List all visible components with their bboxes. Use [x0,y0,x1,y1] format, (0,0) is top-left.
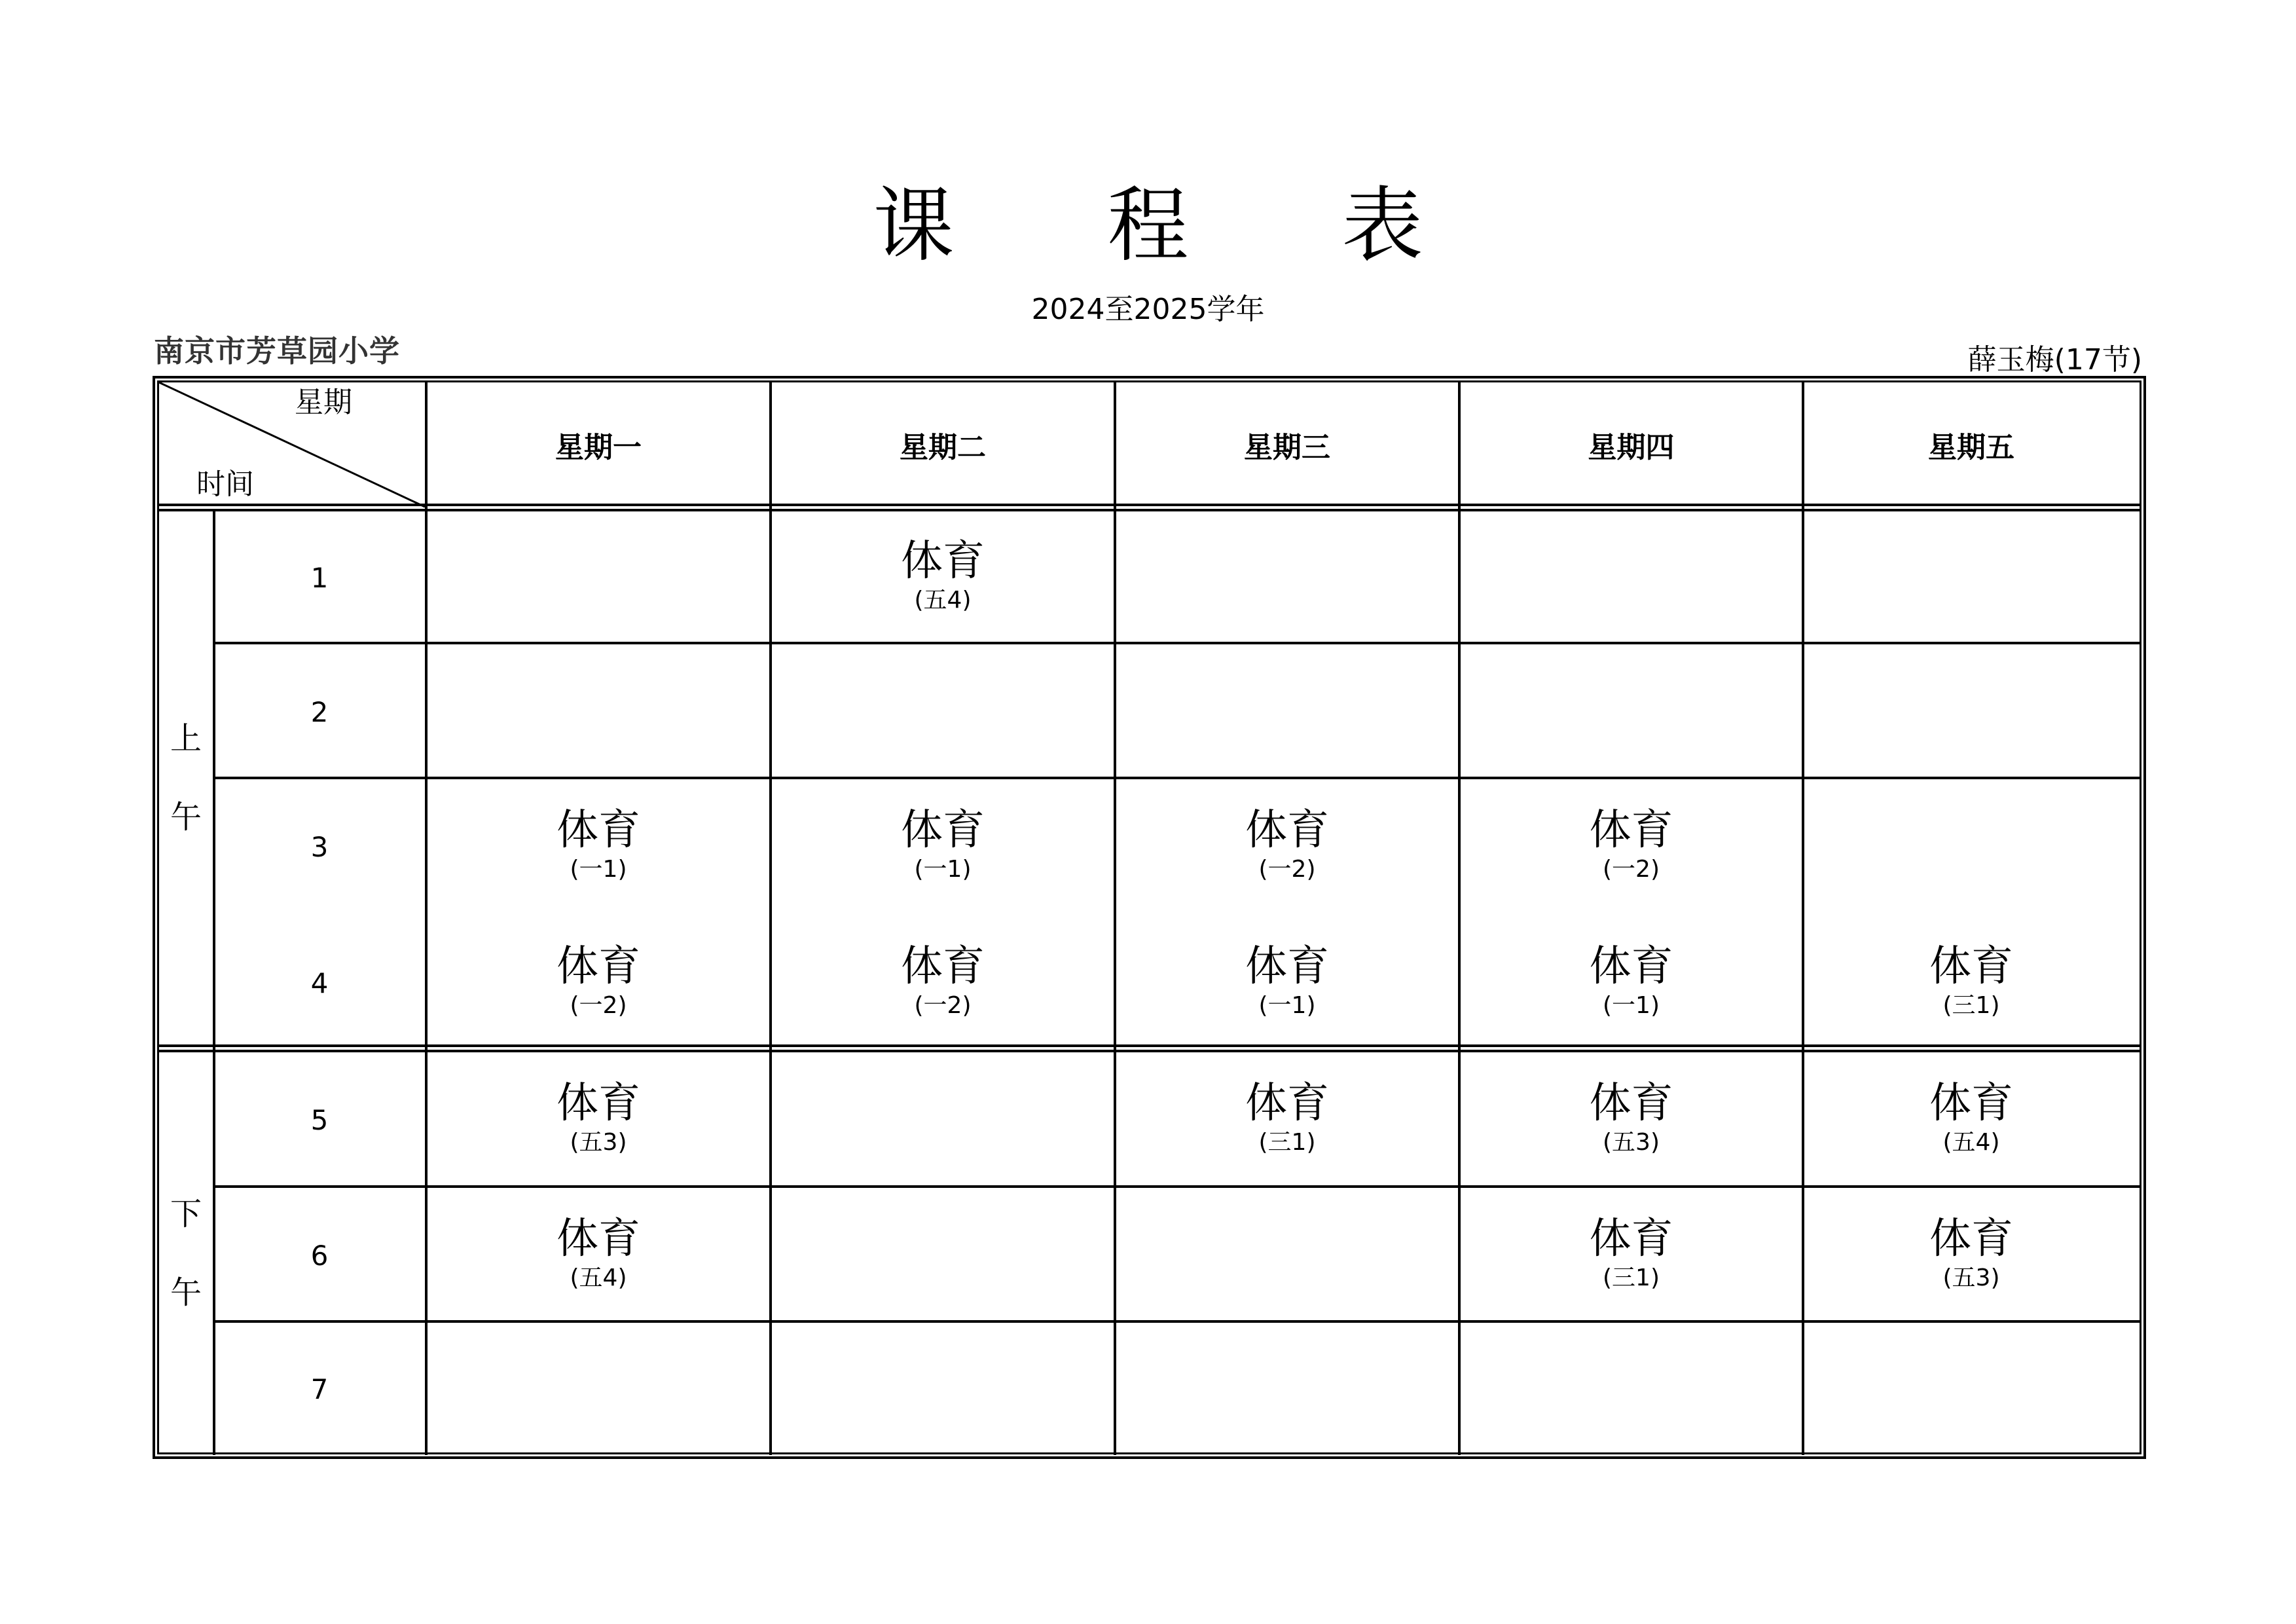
page-title [0,177,2296,275]
course-class: (五3) [570,1129,627,1156]
school-year: 2024至2025学年 [1031,293,1265,326]
course-class: (一1) [914,856,972,883]
afternoon-char: 下 [170,1196,202,1232]
course-subject: 体育 [901,806,985,855]
course-class: (五3) [1942,1264,2000,1291]
course-subject: 体育 [556,806,640,855]
afternoon-char: 午 [170,1274,202,1311]
period-number: 7 [310,1373,329,1405]
course-cell [1115,942,1459,1021]
course-cell [426,1079,771,1158]
course-class: (一1) [570,856,627,883]
course-class: (五4) [914,587,972,614]
course-cell [1803,1079,2140,1158]
course-class: (一2) [570,992,627,1019]
period-number: 5 [310,1103,329,1136]
course-class: (五4) [570,1264,627,1291]
course-subject: 体育 [1589,1215,1673,1263]
period-number: 1 [310,561,329,594]
course-subject: 体育 [1929,1079,2013,1128]
course-cell [771,806,1115,885]
course-cell [771,537,1115,616]
morning-label [159,511,213,1044]
col-divider [1802,382,1804,1455]
course-cell [1459,806,1803,885]
course-class: (一1) [1258,992,1316,1019]
period-number: 2 [310,695,329,728]
course-class: (一2) [1603,856,1660,883]
course-class: (一2) [1258,856,1316,883]
course-class: (三1) [1942,992,2000,1019]
course-cell [1459,1215,1803,1293]
course-cell [426,1215,771,1293]
course-cell [426,942,771,1021]
course-class: (三1) [1258,1129,1316,1156]
title-char-3: 表 [1341,179,1423,273]
course-class: (一2) [914,992,972,1019]
course-subject: 体育 [556,1215,640,1263]
col-divider [1458,382,1461,1455]
course-class: (五3) [1603,1129,1660,1156]
row-divider [214,777,2140,779]
header-divider-2 [159,509,2140,511]
course-cell [1459,1079,1803,1158]
teacher-name: 薛玉梅(17节) [1967,343,2142,377]
course-subject: 体育 [1245,1079,1329,1128]
day-header: 星期四 [1588,431,1675,464]
course-subject: 体育 [1589,942,1673,991]
course-subject: 体育 [1589,1079,1673,1128]
period-number: 4 [310,967,329,999]
course-cell [426,806,771,885]
course-subject: 体育 [1245,942,1329,991]
course-subject: 体育 [1245,806,1329,855]
day-header: 星期三 [1244,431,1330,464]
col-divider [425,382,428,1455]
afternoon-label [159,1052,213,1455]
row-divider [214,1320,2140,1323]
course-cell [1803,942,2140,1021]
title-char-1: 课 [873,179,955,273]
period-number: 6 [310,1239,329,1272]
title-char-2: 程 [1107,179,1189,273]
day-header: 星期二 [900,431,986,464]
course-subject: 体育 [556,942,640,991]
course-class: (一1) [1603,992,1660,1019]
row-divider [214,642,2140,644]
course-subject: 体育 [556,1079,640,1128]
course-cell [1115,1079,1459,1158]
header-week-label: 星期 [295,386,352,419]
course-subject: 体育 [1929,1215,2013,1263]
period-number: 3 [310,830,329,863]
morning-char: 上 [170,720,202,757]
section-divider [159,1044,2140,1047]
course-subject: 体育 [1589,806,1673,855]
row-divider [214,1185,2140,1188]
course-subject: 体育 [901,537,985,585]
course-class: (五4) [1942,1129,2000,1156]
day-header: 星期五 [1928,431,2014,464]
course-subject: 体育 [1929,942,2013,991]
school-name: 南京市芳草园小学 [154,333,400,369]
course-class: (三1) [1603,1264,1660,1291]
course-subject: 体育 [901,942,985,991]
section-divider-2 [159,1050,2140,1052]
course-cell [1115,806,1459,885]
morning-char: 午 [170,798,202,836]
course-cell [1803,1215,2140,1293]
course-cell [771,942,1115,1021]
timetable-inner-border [157,380,2141,1454]
day-header: 星期一 [555,431,642,464]
course-cell [1459,942,1803,1021]
header-time-label: 时间 [196,468,254,501]
